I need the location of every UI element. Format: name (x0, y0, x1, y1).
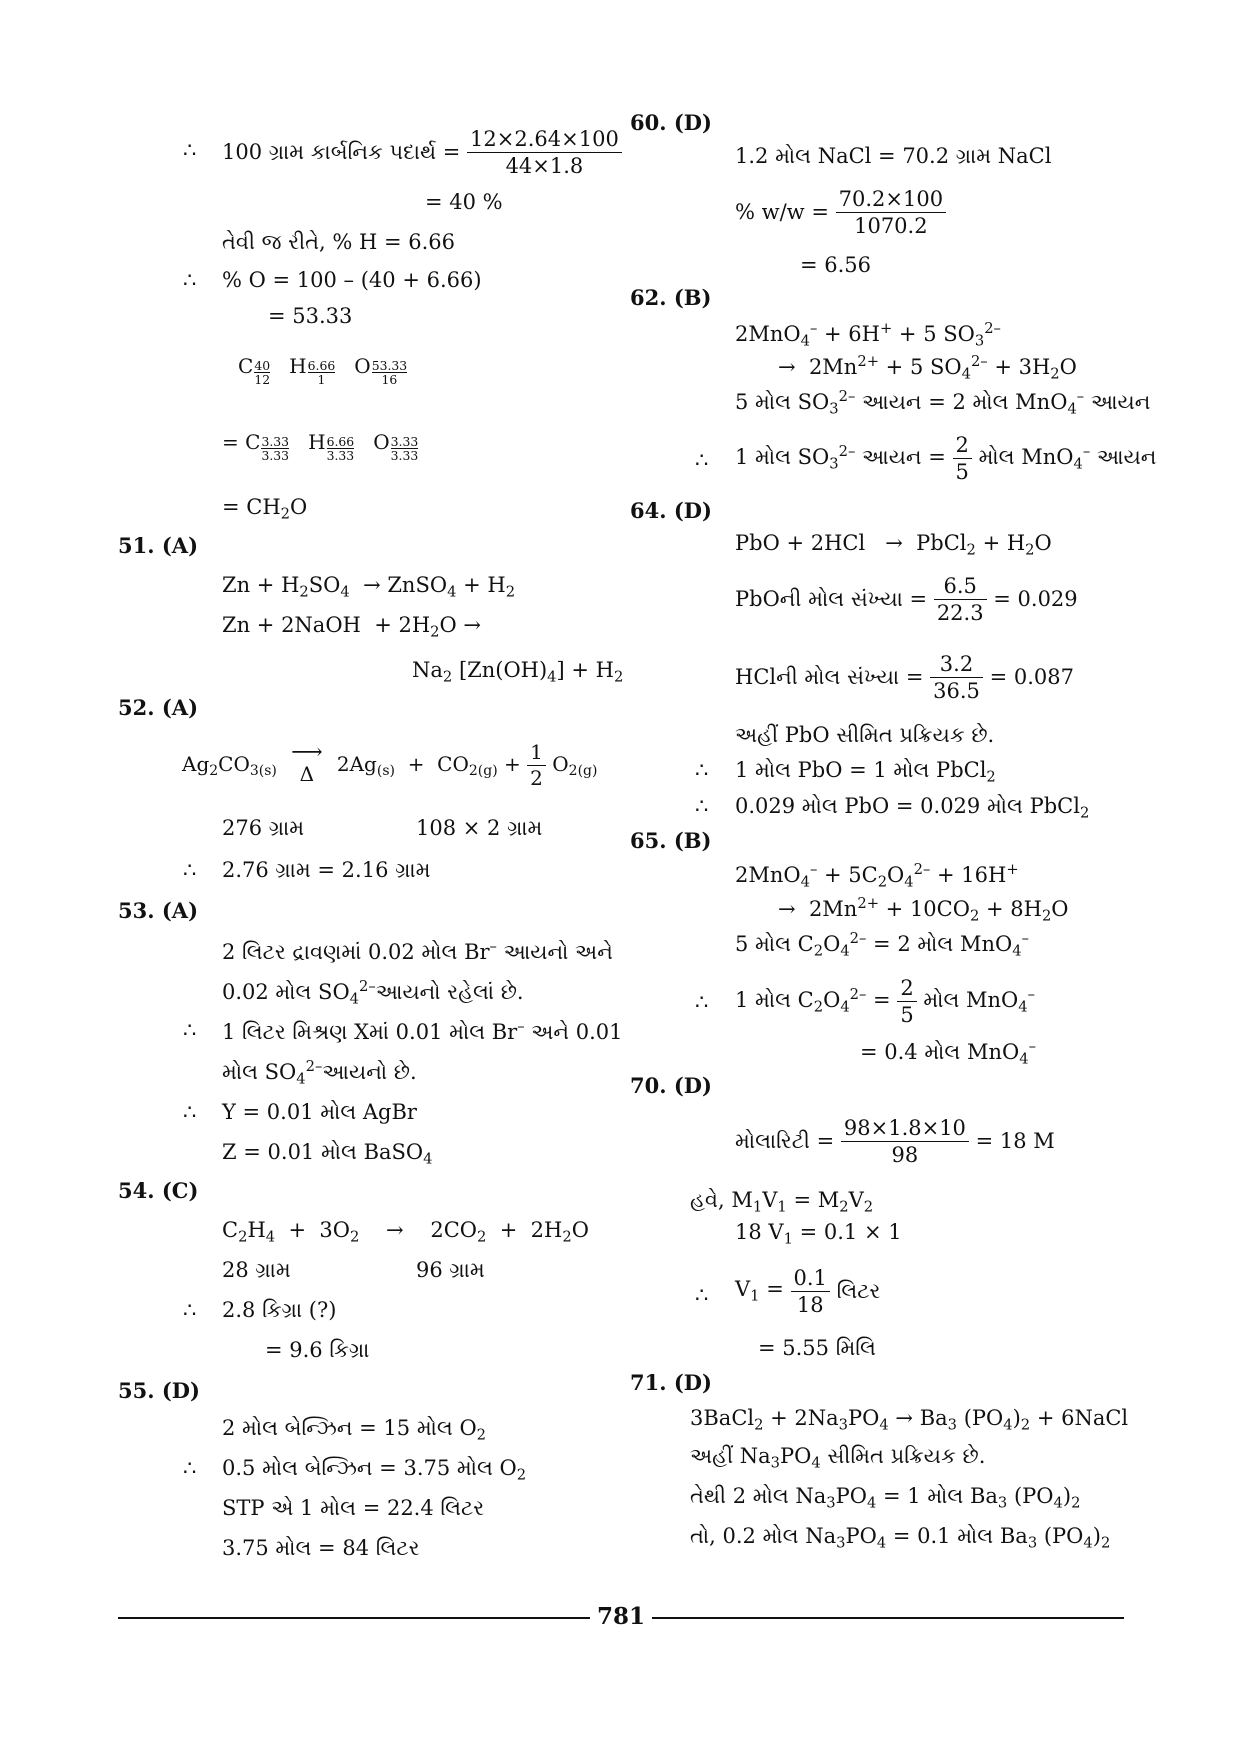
equation-65-3: 5 મોલ $C_2O_4^{2-} = 2$ મોલ MnO$_4$– (735, 930, 1029, 960)
mass-276-eq-216: 2.76 ગ્રામ = 2.16 ગ્રામ (222, 858, 431, 882)
line-v1: $V_1$ = $\frac{0.1}{18}$ લિટર (735, 1266, 881, 1318)
line-pbo-moles (735, 573, 1078, 626)
ratio-o-symbol: O (354, 354, 371, 378)
line-100g-label: 100 ગ્રામ કાર્બનિક પદાર્થ = (222, 140, 461, 165)
text-53-y: Y = 0.01 મોલ AgBr (222, 1100, 417, 1124)
ratio2-c-sub (261, 435, 289, 463)
fraction-v1-den: 18 (796, 1293, 824, 1318)
text-64-line1: 1 મોલ PbO = 1 મોલ PbCl$_2$ (735, 758, 996, 786)
therefore-symbol: ∴ (695, 448, 709, 472)
ratio-h-den: 1 (317, 372, 326, 388)
footer-rule-right (652, 1617, 1124, 1619)
fraction-carbon-numerator: 12×2.64×100 (467, 126, 622, 153)
ratio-c-den: 12 (254, 372, 271, 388)
fraction-2-5-den: 5 (955, 460, 969, 485)
ratio-h-num: 6.66 (307, 357, 336, 373)
text-53-z: Z = 0.01 મોલ BaSO$_4$ (222, 1140, 433, 1168)
ratio2-o-den: 3.33 (390, 448, 419, 464)
fraction-2-5-b (897, 975, 916, 1028)
equation-65-4: 1 મોલ $C_2O_4^{2-}$ = $\frac{2}{5}$ મોલ MnO$_4$– (735, 976, 1035, 1028)
fraction-v1 (791, 1265, 830, 1318)
ratio2-c-num: 3.33 (261, 433, 290, 449)
text-71-line3: તો, 0.2 મોલ $Na_3PO_4 = 0.1$ મોલ $Ba_3$ $(PO_4)_2$ (690, 1524, 1111, 1552)
question-64-header: 64. (D) (630, 498, 712, 523)
equation-62-4: 1 મોલ $SO_3^{2-}$ આયન = $\frac{2}{5}$ મોલ MnO$_4$– આયન (735, 433, 1157, 485)
text-53-line4: મોલ $SO_4^{2-}આયનો$ છે. (222, 1058, 417, 1088)
molarity-result: = 18 M (975, 1129, 1055, 1154)
v1-unit: લિટર (836, 1279, 881, 1304)
line-w-w (735, 186, 946, 239)
question-70-header: 70. (D) (630, 1073, 712, 1098)
question-60-header: 60. (D) (630, 110, 712, 135)
equation-62-2: → $2Mn^{2+} + 5$ $SO_4^{2-} + 3H_2O$ (778, 353, 1077, 383)
fraction-ww (836, 186, 946, 239)
line-m1v1: હવે, $M_1V_1 = M_2V_2$ (690, 1188, 874, 1216)
fraction-2-5-num: 2 (953, 432, 972, 459)
ratio-c-sub (254, 359, 270, 387)
text-pbo-limiting: અહીં PbO સીમિત પ્રક્રિયક છે. (735, 723, 995, 747)
fraction-carbon (467, 126, 622, 179)
result-53-33: = 53.33 (268, 304, 353, 328)
page-number: 781 (596, 1603, 645, 1630)
therefore-symbol: ∴ (183, 138, 197, 162)
ratio-line-1 (238, 356, 407, 387)
text-53-line2: 0.02 મોલ $SO_4^{2-}આયનો$ રહેલાં છે. (222, 978, 524, 1008)
result-ch2o: = $CH_2O$ (222, 495, 308, 523)
therefore-symbol: ∴ (183, 1100, 197, 1124)
question-71-header: 71. (D) (630, 1370, 712, 1395)
ratio2-c-symbol: C (245, 430, 261, 454)
molarity-label: મોલારિટી = (735, 1129, 835, 1154)
equation-71: 3BaCl$_2$ + $2Na_3PO_4 \to Ba_3$ $(PO_4)_2$ + 6NaCl (690, 1406, 1129, 1434)
result-5-55ml: = 5.55 મિલિ (758, 1336, 876, 1360)
fraction-2-5-b-num: 2 (897, 975, 916, 1002)
mass-276g: 276 ગ્રામ (222, 816, 305, 840)
footer-rule-left (118, 1617, 590, 1619)
text-71-line2: તેથી 2 મોલ $Na_3PO_4 = 1$ મોલ $Ba_3$ $(PO_4)_2$ (690, 1484, 1081, 1512)
therefore-symbol: ∴ (695, 1283, 709, 1307)
ratio2-equals: = (222, 430, 239, 454)
line-100g-organic (222, 126, 622, 179)
text-53-line3: 1 લિટર મિશ્રણ Xમાં 0.01 મોલ Br– અને 0.01 (222, 1018, 623, 1045)
equation-64: PbO + 2HCl → PbCl$_2$ + $H_2O$ (735, 531, 1052, 559)
text-64-line2: 0.029 મોલ PbO = 0.029 મોલ PbCl$_2$ (735, 794, 1090, 822)
text-55-line1: 2 મોલ બેન્ઝિન = 15 મોલ $O_2$ (222, 1416, 487, 1444)
equation-65-2: → $2Mn^{2+} + 10CO_2 + 8H_2O$ (778, 895, 1069, 925)
fraction-ww-denominator: 1070.2 (854, 214, 928, 239)
result-6-56: = 6.56 (800, 253, 872, 277)
therefore-symbol: ∴ (695, 758, 709, 782)
ratio-c-num: 40 (254, 357, 271, 373)
fraction-molarity-den: 98 (891, 1143, 919, 1168)
ratio-h-symbol: H (289, 354, 307, 378)
question-65-header: 65. (B) (630, 828, 712, 853)
ratio-o-sub (372, 359, 407, 387)
result-0-4-mnO4: = 0.4 મોલ MnO$_4$– (860, 1038, 1036, 1068)
line-oxygen-calc: % O = 100 – (40 + 6.66) (222, 268, 482, 292)
line-hydrogen-percent: તેવી જ રીતે, % H = 6.66 (222, 230, 456, 254)
question-62-header: 62. (B) (630, 285, 712, 310)
ratio-h-sub (308, 359, 336, 387)
therefore-symbol: ∴ (695, 990, 709, 1014)
text-55-line4: 3.75 મોલ = 84 લિટર (222, 1536, 420, 1560)
text-53-line1: 2 લિટર દ્રાવણમાં 0.02 મોલ Br– આયનો અને (222, 938, 613, 965)
ratio-c-symbol: C (238, 354, 254, 378)
fraction-2-5 (953, 432, 972, 485)
fraction-hcl (930, 651, 983, 704)
equation-65-1: $2MnO_4^- + 5C_2O_4^{2-} + 16H^+$ (735, 861, 1019, 891)
therefore-symbol: ∴ (695, 794, 709, 818)
hcl-moles-label: HClની મોલ સંખ્યા = (735, 665, 924, 690)
fraction-molarity (841, 1115, 969, 1168)
mass-108x2g: 108 × 2 ગ્રામ (416, 816, 543, 840)
delta-arrow-icon: ⟶ Δ (291, 740, 323, 786)
therefore-symbol: ∴ (183, 1018, 197, 1042)
text-55-line2: 0.5 મોલ બેન્ઝિન = 3.75 મોલ $O_2$ (222, 1456, 527, 1484)
question-55-header: 55. (D) (118, 1378, 200, 1403)
fraction-2-5-b-den: 5 (900, 1003, 914, 1028)
fraction-pbo (934, 573, 987, 626)
question-53-header: 53. (A) (118, 898, 199, 923)
therefore-symbol: ∴ (183, 268, 197, 292)
ratio2-o-sub (391, 435, 419, 463)
ww-label: % w/w = (735, 200, 829, 225)
mass-28g: 28 ગ્રામ (222, 1258, 291, 1282)
fraction-pbo-den: 22.3 (936, 601, 984, 626)
result-40-percent: = 40 % (425, 190, 503, 214)
therefore-symbol: ∴ (183, 1456, 197, 1480)
question-54-header: 54. (C) (118, 1178, 199, 1203)
ratio2-o-symbol: O (373, 430, 390, 454)
equation-51-2: Zn + 2NaOH + $2H_2O$ → (222, 613, 482, 641)
ratio2-h-sub (327, 435, 355, 463)
mass-9-6kg: = 9.6 કિગ્રા (265, 1338, 370, 1362)
text-71-limiting: અહીં $Na_3PO_4$ સીમિત પ્રક્રિયક છે. (690, 1444, 986, 1472)
equation-54: $C_2H_4 + 3O_2$ → $2CO_2 + 2H_2O$ (222, 1218, 589, 1246)
ratio2-h-den: 3.33 (326, 448, 355, 464)
question-51-header: 51. (A) (118, 533, 199, 558)
fraction-v1-num: 0.1 (791, 1265, 830, 1292)
ratio2-o-num: 3.33 (390, 433, 419, 449)
fraction-half: $\frac{1}{2}$ (527, 740, 546, 791)
ratio2-h-num: 6.66 (326, 433, 355, 449)
fraction-hcl-den: 36.5 (933, 679, 980, 704)
question-52-header: 52. (A) (118, 695, 199, 720)
mass-2-8kg: 2.8 કિગ્રા (?) (222, 1298, 337, 1322)
equation-62-1: 2MnO$_4$– + 6H+ + 5 $SO_3^{2-}$ (735, 320, 1001, 350)
hcl-moles-result: = 0.087 (989, 665, 1074, 690)
text-60-nacl: 1.2 મોલ NaCl = 70.2 ગ્રામ NaCl (735, 144, 1052, 168)
equation-62-3: 5 મોલ $SO_3^{2-}$ આયન = 2 મોલ MnO$_4$– આયન (735, 388, 1151, 418)
ratio2-h-symbol: H (308, 430, 326, 454)
line-hcl-moles (735, 651, 1074, 704)
text-55-line3: STP એ 1 મોલ = 22.4 લિટર (222, 1496, 485, 1520)
fraction-carbon-denominator: 44×1.8 (505, 154, 584, 179)
ratio-o-den: 16 (381, 372, 398, 388)
fraction-ww-numerator: 70.2×100 (836, 186, 946, 213)
ratio-line-2 (222, 432, 418, 463)
mass-96g: 96 ગ્રામ (416, 1258, 485, 1282)
therefore-symbol: ∴ (183, 858, 197, 882)
fraction-molarity-num: 98×1.8×10 (841, 1115, 969, 1142)
equation-51-1: $Zn + H_2SO_4$ → ZnSO$_4$ + $H_2$ (222, 573, 516, 601)
fraction-hcl-num: 3.2 (930, 651, 983, 678)
pbo-moles-result: = 0.029 (993, 587, 1078, 612)
equation-52: $Ag_2CO_{3(s)}$ ⟶ Δ $2Ag_{(s)} + CO_{2(g)}$ + $\frac{1}{2}$ $O_{2(g)}$ (182, 740, 598, 790)
therefore-symbol: ∴ (183, 1298, 197, 1322)
pbo-moles-label: PbOની મોલ સંખ્યા = (735, 587, 928, 612)
ratio-o-num: 53.33 (371, 357, 408, 373)
equation-51-3: $Na_2$ $[Zn(OH)_4] + H_2$ (412, 658, 624, 686)
ratio2-c-den: 3.33 (261, 448, 290, 464)
line-18v1: 18 $V_1 = 0.1 \times 1$ (735, 1220, 902, 1248)
fraction-pbo-num: 6.5 (934, 573, 987, 600)
line-molarity (735, 1115, 1055, 1168)
